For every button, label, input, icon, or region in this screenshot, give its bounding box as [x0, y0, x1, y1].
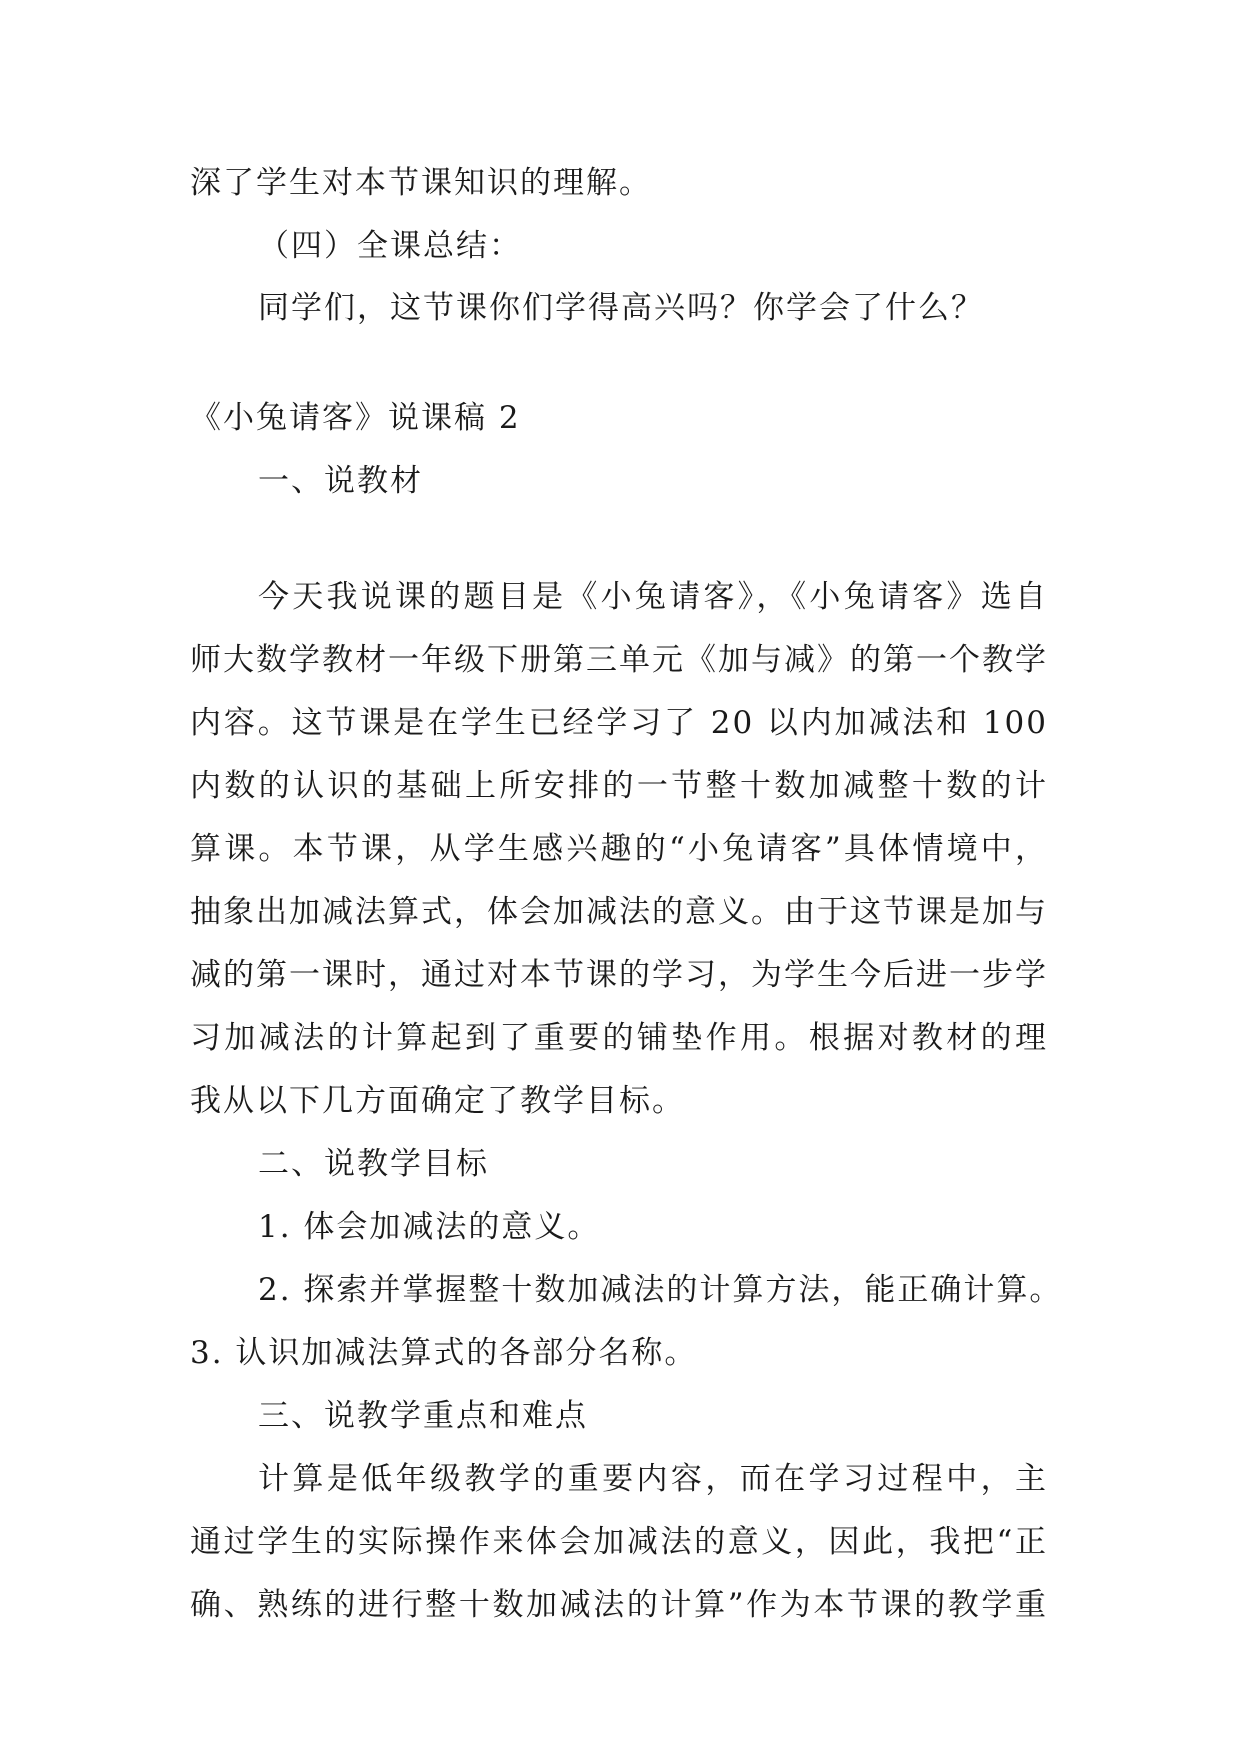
paragraph-line: 同学们，这节课你们学得高兴吗？你学会了什么？ [258, 290, 984, 326]
paragraph-line: 师大数学教材一年级下册第三单元《加与减》的第一个教学 [190, 642, 1048, 678]
paragraph-line: 内数的认识的基础上所安排的一节整十数加减整十数的计 [190, 768, 1048, 804]
section-heading: （四）全课总结： [258, 228, 522, 264]
paragraph-line: 通过学生的实际操作来体会加减法的意义，因此，我把“正 [190, 1524, 1048, 1560]
list-item: 3. 认识加减法算式的各部分名称。 [190, 1335, 698, 1371]
paragraph-line: 计算是低年级教学的重要内容，而在学习过程中，主 [258, 1461, 1048, 1497]
paragraph-line: 深了学生对本节课知识的理解。 [190, 165, 652, 201]
section-heading: 二、说教学目标 [258, 1146, 489, 1182]
section-heading: 一、说教材 [258, 463, 423, 499]
list-item: 2. 探索并掌握整十数加减法的计算方法，能正确计算。 [258, 1272, 1063, 1308]
paragraph-line: 内容。这节课是在学生已经学习了 20 以内加减法和 100 [190, 705, 1048, 741]
paragraph-line: 今天我说课的题目是《小兔请客》，《小兔请客》选自 [258, 579, 1048, 615]
paragraph-line: 抽象出加减法算式，体会加减法的意义。由于这节课是加与 [190, 894, 1048, 930]
paragraph-line: 算课。本节课，从学生感兴趣的“小兔请客”具体情境中， [190, 831, 1048, 867]
list-item: 1. 体会加减法的意义。 [258, 1209, 601, 1245]
paragraph-line: 确、熟练的进行整十数加减法的计算”作为本节课的教学重 [190, 1587, 1048, 1623]
paragraph-line: 减的第一课时，通过对本节课的学习，为学生今后进一步学 [190, 957, 1048, 993]
document-title: 《小兔请客》说课稿 2 [190, 400, 521, 436]
paragraph-line: 我从以下几方面确定了教学目标。 [190, 1083, 685, 1119]
paragraph-line: 习加减法的计算起到了重要的铺垫作用。根据对教材的理 [190, 1020, 1048, 1056]
section-heading: 三、说教学重点和难点 [258, 1398, 588, 1434]
